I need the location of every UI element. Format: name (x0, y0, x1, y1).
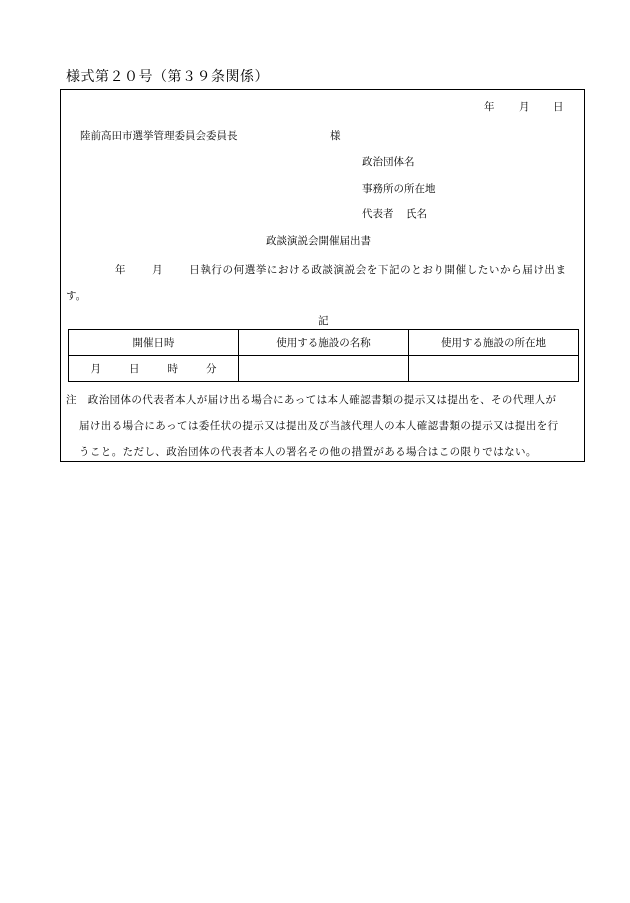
date-year-field[interactable]: 年 (484, 101, 495, 113)
header-datetime: 開催日時 (69, 330, 239, 356)
date-month-field[interactable]: 月 (519, 101, 530, 113)
facility-name-cell[interactable] (239, 356, 409, 382)
when-day: 日 (129, 363, 140, 375)
facility-location-cell[interactable] (409, 356, 579, 382)
table-header-row (69, 330, 579, 356)
table-row (69, 356, 579, 382)
when-minute: 分 (206, 363, 217, 375)
header-facility-location: 使用する施設の所在地 (409, 330, 579, 356)
body-text-line2: す。 (66, 290, 87, 302)
note-line3: うこと。ただし、政治団体の代表者本人の署名その他の措置がある場合はこの限りではない。 (79, 446, 537, 458)
event-table (68, 329, 579, 382)
addressee: 陸前高田市選挙管理委員会委員長 (80, 130, 238, 142)
datetime-cell[interactable] (69, 356, 239, 382)
form-number-label: 様式第２０号（第３９条関係） (66, 69, 269, 85)
header-facility-name: 使用する施設の名称 (239, 330, 409, 356)
document-title: 政談演説会開催届出書 (266, 235, 371, 247)
representative-name-label: 氏名 (406, 208, 427, 220)
honorific: 様 (330, 130, 341, 142)
office-address-label: 事務所の所在地 (362, 183, 436, 195)
body-text-line1 (115, 262, 567, 277)
body-year: 年 (115, 264, 127, 276)
note-line1: 注 政治団体の代表者本人が届け出る場合にあっては本人確認書類の提示又は提出を、その代理人が (66, 394, 557, 406)
when-hour: 時 (167, 363, 178, 375)
representative-label: 代表者 (362, 208, 394, 220)
body-rest: 日執行の何選挙における政談演説会を下記のとおり開催したいから届け出ま (189, 264, 567, 276)
org-name-label: 政治団体名 (362, 156, 415, 168)
note-line2: 届け出る場合にあっては委任状の提示又は提出及び当該代理人の本人確認書類の提示又は提出を行 (79, 420, 559, 432)
date-day-field[interactable]: 日 (553, 101, 564, 113)
when-month: 月 (90, 363, 101, 375)
ki-marker: 記 (318, 315, 329, 327)
body-month: 月 (152, 264, 164, 276)
